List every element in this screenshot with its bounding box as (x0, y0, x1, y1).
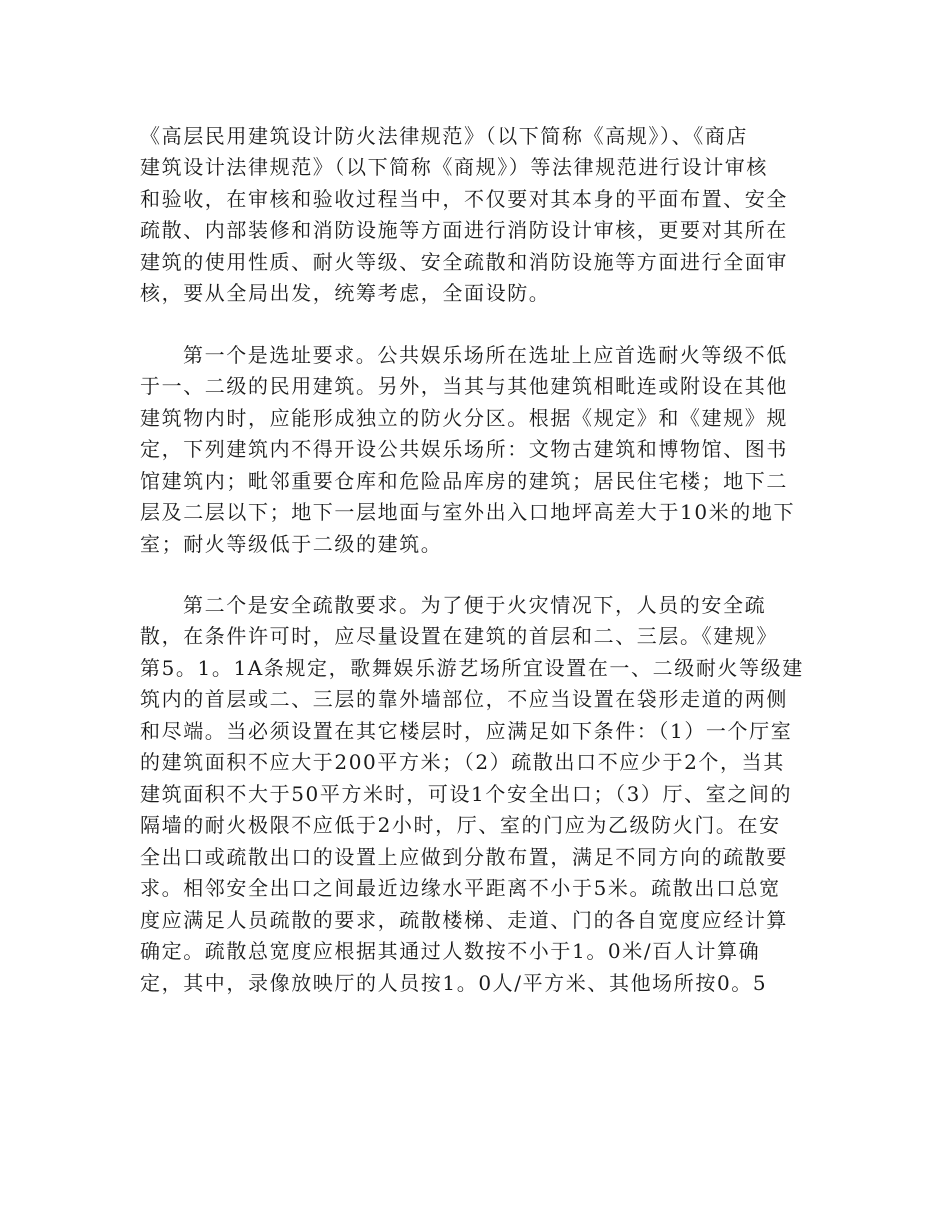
paragraph-line: 和尽端。当必须设置在其它楼层时，应满足如下条件：（1）一个厅室 (140, 719, 793, 743)
paragraph-line: 建筑设计法律规范》（以下简称《商规》）等法律规范进行设计审核 (140, 155, 768, 179)
paragraph-line: 的建筑面积不应大于200平方米；（2）疏散出口不应少于2个，当其 (140, 750, 785, 774)
paragraph-line: 于一、二级的民用建筑。另外，当其与其他建筑相毗连或附设在其他 (140, 374, 788, 398)
paragraph-line: 散，在条件许可时，应尽量设置在建筑的首层和二、三层。《建规》 (140, 624, 778, 648)
paragraph-line: 求。相邻安全出口之间最近边缘水平距离不小于5米。疏散出口总宽 (140, 876, 781, 900)
paragraph-line: 建筑面积不大于50平方米时，可设1个安全出口；（3）厅、室之间的 (140, 782, 793, 806)
paragraph-line: 馆建筑内；毗邻重要仓库和危险品库房的建筑；居民住宅楼；地下二 (140, 469, 788, 493)
paragraph-line: 度应满足人员疏散的要求，疏散楼梯、走道、门的各自宽度应经计算 (140, 908, 788, 932)
paragraph-line: 全出口或疏散出口的设置上应做到分散布置，满足不同方向的疏散要 (140, 845, 788, 869)
paragraph-line: 定，其中，录像放映厅的人员按1。0人/平方米、其他场所按0。5 (140, 971, 768, 995)
paragraph-line: 疏散、内部装修和消防设施等方面进行消防设计审核，更要对其所在 (140, 218, 788, 242)
paragraph-line: 室；耐火等级低于二级的建筑。 (140, 532, 443, 556)
paragraph-line: 层及二层以下；地下一层地面与室外出入口地坪高差大于10米的地下 (140, 500, 796, 524)
paragraph-line: 和验收，在审核和验收过程当中，不仅要对其本身的平面布置、安全 (140, 187, 788, 211)
paragraph-line: 第一个是选址要求。公共娱乐场所在选址上应首选耐火等级不低 (183, 343, 788, 367)
paragraph-line: 隔墙的耐火极限不应低于2小时，厅、室的门应为乙级防火门。在安 (140, 813, 781, 837)
paragraph-line: 第二个是安全疏散要求。为了便于火灾情况下，人员的安全疏 (183, 593, 767, 617)
paragraph-line: 筑内的首层或二、三层的靠外墙部位，不应当设置在袋形走道的两侧 (140, 687, 788, 711)
paragraph-line: 核，要从全局出发，统筹考虑，全面设防。 (140, 281, 551, 305)
paragraph-line: 第5。1。1A条规定，歌舞娱乐游艺场所宜设置在一、二级耐火等级建 (140, 656, 804, 680)
paragraph-line: 确定。疏散总宽度应根据其通过人数按不小于1。0米/百人计算确 (140, 939, 761, 963)
paragraph-line: 《高层民用建筑设计防火法律规范》（以下简称《高规》）、《商店 (140, 124, 748, 148)
paragraph-line: 建筑的使用性质、耐火等级、安全疏散和消防设施等方面进行全面审 (140, 250, 788, 274)
paragraph-line: 定，下列建筑内不得开设公共娱乐场所：文物古建筑和博物馆、图书 (140, 437, 788, 461)
paragraph-line: 建筑物内时，应能形成独立的防火分区。根据《规定》和《建规》规 (140, 406, 788, 430)
